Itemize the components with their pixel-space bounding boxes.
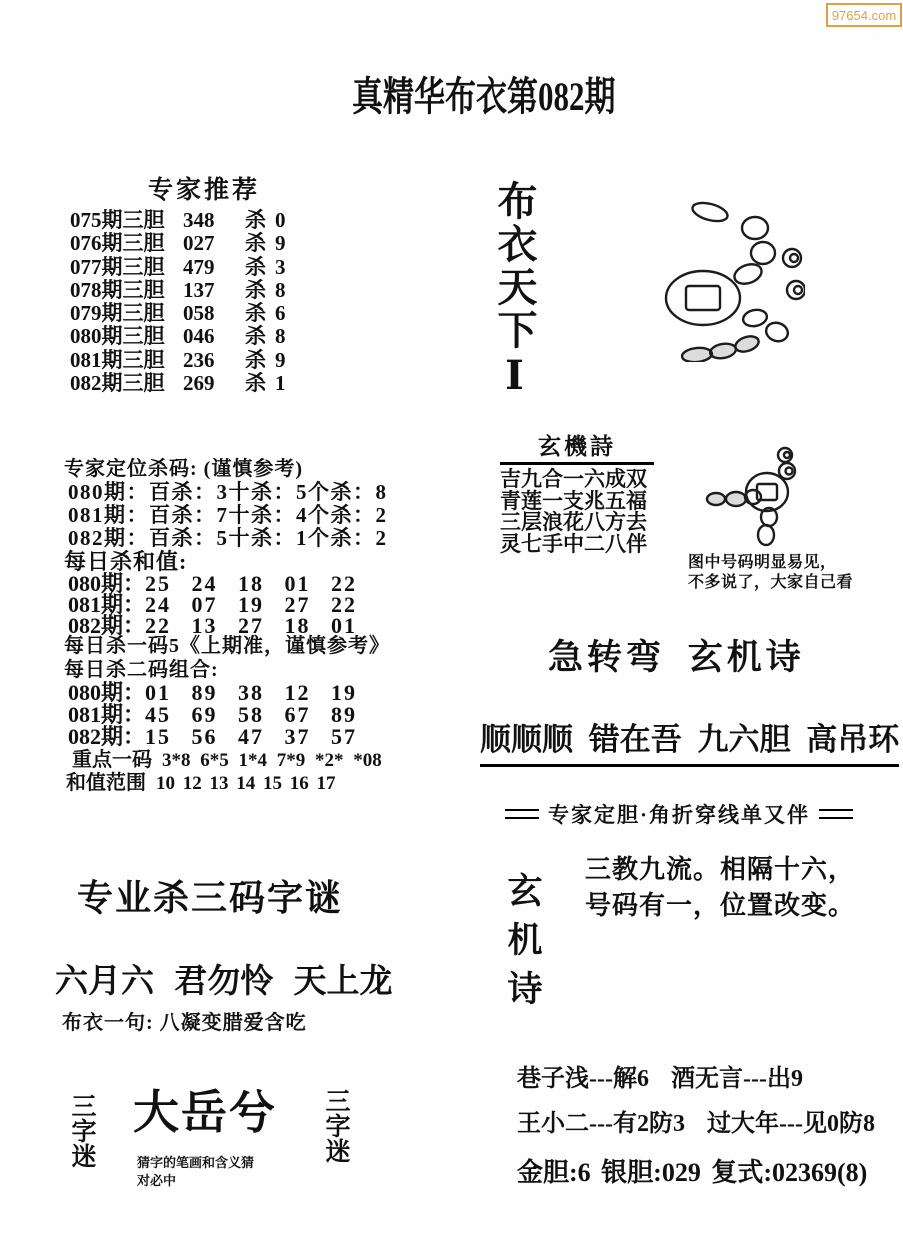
table-row [70, 227, 293, 256]
expert-recommend-table [70, 204, 293, 396]
row-numbers: 479 [183, 254, 215, 279]
row-numbers: 046 [183, 324, 215, 349]
expert-recommend-header: 专家推荐 [148, 177, 261, 204]
xuanji-poem-line: 三层浪花八方去 [500, 510, 647, 534]
position-kill-row: 082期：百杀：5十杀：1个杀：2 [68, 526, 388, 550]
row-issue: 081期： [68, 702, 146, 727]
buyi-tianxia-vertical-title: 布衣天下Ⅰ [492, 180, 537, 402]
row-kill-label: 杀 [245, 208, 266, 232]
note-line: 对必中 [137, 1173, 177, 1188]
xuanji-poem2-line: 三教九流。相隔十六， [585, 855, 856, 884]
row-kill-value: 8 [275, 324, 286, 349]
gold-silver-dan-line: 金胆:6 银胆:029 复式:02369(8) [517, 1158, 868, 1187]
key-one-label: 重点一码 [72, 749, 152, 771]
row-numbers: 15 56 47 37 57 [145, 724, 358, 749]
row-numbers: 236 [183, 347, 215, 372]
row-issue: 082期三胆 [70, 371, 165, 396]
row-issue: 077期三胆 [70, 254, 165, 279]
row-kill-label: 杀 [245, 371, 266, 396]
row-numbers: 22 13 27 18 01 [145, 613, 358, 638]
three-char-riddle-note [137, 1154, 254, 1190]
sum-range-line [66, 766, 336, 795]
row-issue: 082期： [68, 613, 146, 638]
row-numbers: 25 24 18 01 22 [145, 571, 358, 596]
row-numbers: 01 89 38 12 19 [145, 680, 358, 705]
xuanji-poem2-vertical-title: 玄机诗 [503, 872, 542, 1019]
xuanji-poem2-line: 号码有一，位置改变。 [585, 891, 856, 920]
sum-range-label: 和值范围 [66, 772, 146, 794]
sketch-caption-line: 图中号码明显易见， [688, 554, 837, 571]
three-code-riddle-title: 专业杀三码字谜 [77, 878, 344, 918]
three-code-riddle-text: 六月六 君勿怜 天上龙 [55, 964, 393, 1000]
row-issue: 079期三胆 [70, 301, 165, 326]
row-kill-value: 0 [275, 208, 286, 232]
table-row [70, 344, 293, 372]
row-kill-label: 杀 [245, 277, 266, 302]
row-issue: 080期： [68, 571, 146, 596]
three-char-riddle-answer: 大岳兮 [133, 1087, 277, 1138]
table-row [70, 297, 293, 326]
turn-poem-subtitle-text: 专家定胆·角折穿线单又伴 [548, 803, 811, 827]
xuanji-poem-line: 青莲一支兆五福 [500, 488, 647, 513]
turn-poem-riddle: 顺顺顺 错在吾 九六胆 高吊环 [480, 714, 899, 767]
three-char-riddle-left-label: 三字迷 [68, 1093, 95, 1168]
row-kill-label: 杀 [245, 254, 266, 279]
row-kill-value: 3 [275, 254, 286, 279]
turn-poem-title: 急转弯 玄机诗 [548, 638, 805, 677]
sum-range-values: 10 12 13 14 15 16 17 [156, 773, 336, 794]
xuanji-poem2-text [585, 852, 855, 924]
row-issue: 080期三胆 [70, 324, 165, 349]
page-title: 真精华布衣第082期 [352, 74, 616, 120]
double-line-decor [819, 809, 853, 819]
row-kill-value: 6 [275, 301, 286, 326]
row-issue: 081期三胆 [70, 347, 165, 372]
row-numbers: 348 [183, 208, 215, 232]
coin-cross-sketch [703, 443, 810, 548]
position-kill-row: 080期：百杀：3十杀：5个杀：8 [68, 480, 388, 504]
row-kill-value: 1 [275, 371, 286, 396]
buyi-sentence: 布衣一句: 八凝变腊爱含吃 [62, 1012, 307, 1034]
sketch-caption-line: 不多说了，大家自己看 [688, 574, 854, 591]
three-char-riddle-right-label: 三字迷 [322, 1088, 349, 1163]
row-numbers: 269 [183, 371, 215, 396]
riddle-solution-line: 巷子浅---解6 酒无言---出9 [517, 1066, 803, 1092]
row-issue: 075期三胆 [70, 208, 165, 232]
row-numbers: 027 [183, 231, 215, 256]
coin-chain-sketch [655, 200, 805, 362]
row-kill-value: 8 [275, 277, 286, 302]
site-watermark [826, 3, 902, 27]
note-line: 猜字的笔画和含义猜 [137, 1155, 255, 1170]
daily-sum-kill-header: 每日杀和值: [64, 549, 188, 574]
table-row [70, 367, 293, 396]
sketch-caption [688, 553, 853, 593]
site-watermark-text: 97654.com [831, 7, 897, 23]
table-row [70, 320, 293, 349]
row-issue: 081期： [68, 592, 146, 617]
row-kill-label: 杀 [245, 347, 266, 372]
riddle-solution-line: 王小二---有2防3 过大年---见0防8 [517, 1111, 875, 1137]
daily-two-kill-header: 每日杀二码组合: [64, 659, 219, 681]
table-row [70, 204, 293, 232]
row-kill-label: 杀 [245, 301, 266, 326]
row-issue: 078期三胆 [70, 277, 165, 302]
daily-one-kill-line: 每日杀一码5《上期准，谨慎参考》 [64, 635, 390, 657]
table-row [70, 274, 293, 302]
row-numbers: 24 07 19 27 22 [145, 592, 358, 617]
position-kill-row: 081期：百杀：7十杀：4个杀：2 [68, 503, 388, 527]
turn-poem-subtitle [505, 799, 853, 829]
xuanji-poem-line: 灵七手中二八伴 [500, 531, 647, 556]
xuanji-poem-header: 玄機詩 [500, 428, 654, 465]
row-kill-label: 杀 [245, 231, 266, 256]
row-issue: 082期： [68, 724, 146, 749]
xuanji-poem-line: 吉九合一六成双 [500, 467, 647, 491]
row-numbers: 058 [183, 301, 215, 326]
key-one-values: 3*8 6*5 1*4 7*9 *2* *08 [162, 750, 382, 771]
row-numbers: 45 69 58 67 89 [145, 702, 358, 727]
xuanji-poem-box [500, 428, 654, 555]
row-issue: 080期： [68, 680, 146, 705]
row-issue: 076期三胆 [70, 231, 165, 256]
row-kill-value: 9 [275, 347, 286, 372]
row-numbers: 137 [183, 277, 215, 302]
double-line-decor [505, 809, 539, 819]
row-kill-label: 杀 [245, 324, 266, 349]
row-kill-value: 9 [275, 231, 286, 256]
table-row [70, 251, 293, 279]
position-kill-header: 专家定位杀码: (谨慎参考) [64, 458, 303, 480]
